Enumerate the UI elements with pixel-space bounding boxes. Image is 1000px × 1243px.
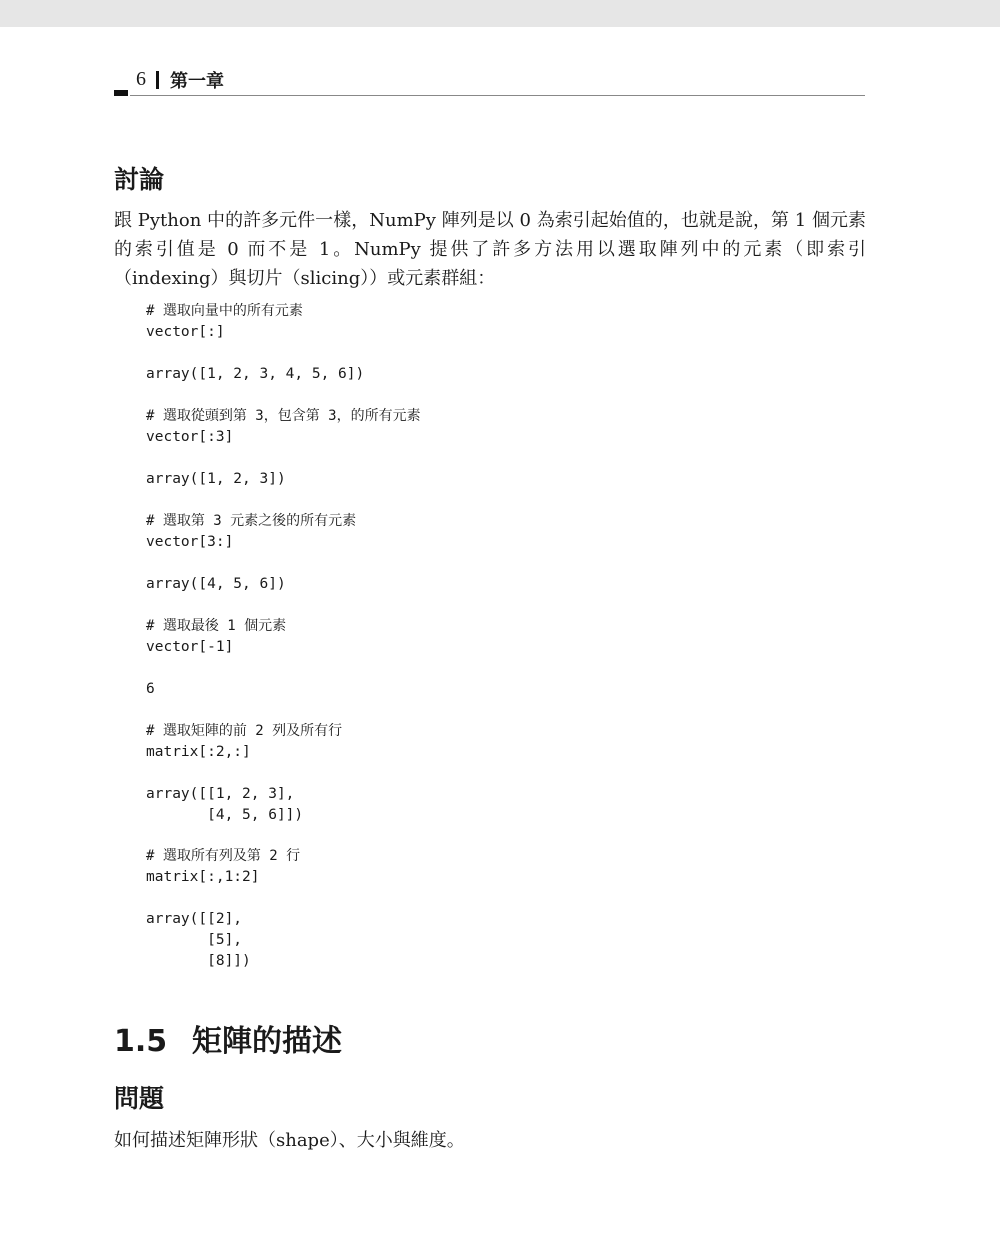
code-output: [4, 5, 6]]) — [146, 807, 304, 823]
section-title: 矩陣的描述 — [192, 1024, 342, 1059]
code-input: matrix[:,1:2] — [146, 869, 260, 885]
chapter-title: 第一章 — [170, 71, 224, 92]
code-input: vector[:3] — [146, 429, 234, 445]
code-input: matrix[:2,:] — [146, 744, 251, 760]
code-output: [5], — [146, 932, 243, 948]
page-header — [114, 64, 865, 98]
code-comment: # 選取從頭到第 3，包含第 3，的所有元素 — [146, 408, 421, 424]
code-output: [8]]) — [146, 953, 251, 969]
header-rule — [130, 95, 865, 96]
code-input: vector[-1] — [146, 639, 234, 655]
code-input: vector[:] — [146, 324, 225, 340]
discussion-heading: 討論 — [114, 165, 165, 194]
code-comment: # 選取矩陣的前 2 列及所有行 — [146, 723, 343, 739]
code-comment: # 選取最後 1 個元素 — [146, 618, 287, 634]
code-comment: # 選取第 3 元素之後的所有元素 — [146, 513, 357, 529]
code-output: 6 — [146, 681, 155, 697]
top-band — [0, 0, 1000, 27]
problem-paragraph: 如何描述矩陣形狀（shape）、大小與維度。 — [114, 1130, 465, 1151]
page-number: 6 — [136, 68, 146, 90]
section-heading — [114, 1016, 342, 1060]
problem-heading: 問題 — [114, 1084, 165, 1113]
code-input: vector[3:] — [146, 534, 234, 550]
header-marker — [114, 90, 128, 96]
header-separator — [156, 71, 159, 89]
code-comment: # 選取所有列及第 2 行 — [146, 848, 301, 864]
code-comment: # 選取向量中的所有元素 — [146, 303, 303, 319]
code-output: array([1, 2, 3]) — [146, 471, 286, 487]
code-output: array([[2], — [146, 911, 243, 927]
section-number: 1.5 — [114, 1024, 168, 1059]
discussion-paragraph: 跟 Python 中的許多元件一樣，NumPy 陣列是以 0 為索引起始值的，也就是說，第 1 個元素的索引值是 0 而不是 1。NumPy 提供了許多方法用以選取陣列中的元素（即索引（indexing）與切片（slicing））或元素群組： — [114, 210, 866, 289]
code-output: array([1, 2, 3, 4, 5, 6]) — [146, 366, 365, 382]
code-output: array([[1, 2, 3], — [146, 786, 295, 802]
code-output: array([4, 5, 6]) — [146, 576, 286, 592]
